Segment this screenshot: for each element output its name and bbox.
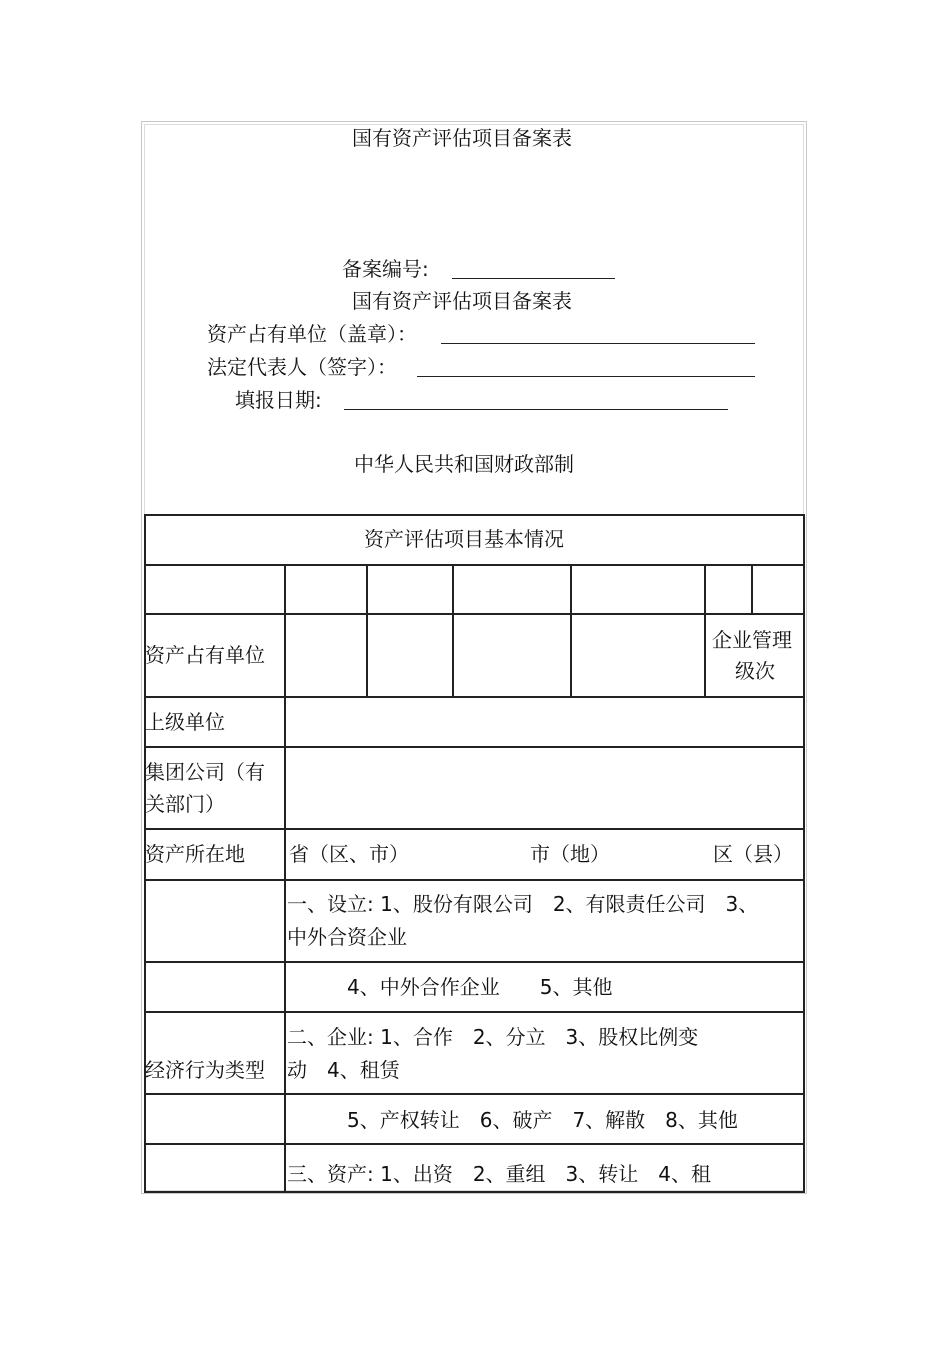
fill-date-field[interactable] bbox=[344, 387, 728, 410]
econ-row1-line2: 中外合资企业 bbox=[287, 925, 407, 949]
superior-unit-label: 上级单位 bbox=[145, 710, 225, 734]
legal-rep-field[interactable] bbox=[417, 354, 755, 377]
legal-rep-label: 法定代表人（签字）： bbox=[207, 355, 397, 379]
econ-row4: 5、产权转让 6、破产 7、解散 8、其他 bbox=[347, 1108, 738, 1132]
location-city: 市（地） bbox=[530, 842, 610, 866]
group-company-label-line1: 集团公司（有 bbox=[145, 760, 265, 784]
asset-location-label: 资产所在地 bbox=[145, 842, 245, 866]
table-section-title: 资产评估项目基本情况 bbox=[364, 527, 564, 551]
issuer-text: 中华人民共和国财政部制 bbox=[354, 452, 574, 476]
econ-row2: 4、中外合作企业 5、其他 bbox=[347, 975, 613, 999]
owner-seal-field[interactable] bbox=[441, 321, 755, 344]
document-title: 国有资产评估项目备案表 bbox=[352, 126, 572, 150]
econ-row3-line1: 二、企业: 1、合作 2、分立 3、股权比例变 bbox=[287, 1025, 699, 1049]
location-district: 区（县） bbox=[713, 842, 793, 866]
owner-seal-label: 资产占有单位（盖章）： bbox=[207, 322, 417, 346]
econ-type-label: 经济行为类型 bbox=[145, 1058, 265, 1082]
filing-number-label: 备案编号: bbox=[342, 257, 429, 281]
econ-row3-line2: 动 4、租赁 bbox=[287, 1058, 400, 1082]
econ-row5: 三、资产: 1、出资 2、重组 3、转让 4、租 bbox=[287, 1162, 711, 1186]
filing-number-field[interactable] bbox=[452, 256, 615, 279]
econ-row1-line1: 一、设立: 1、股份有限公司 2、有限责任公司 3、 bbox=[287, 892, 759, 916]
form-subtitle: 国有资产评估项目备案表 bbox=[352, 289, 572, 313]
owner-unit-label: 资产占有单位 bbox=[145, 643, 265, 667]
fill-date-label: 填报日期: bbox=[235, 388, 322, 412]
mgmt-level-label-line2: 级次 bbox=[735, 659, 775, 683]
mgmt-level-label-line1: 企业管理 bbox=[712, 628, 792, 652]
group-company-label-line2: 关部门） bbox=[145, 792, 225, 816]
location-province: 省（区、市） bbox=[289, 842, 409, 866]
